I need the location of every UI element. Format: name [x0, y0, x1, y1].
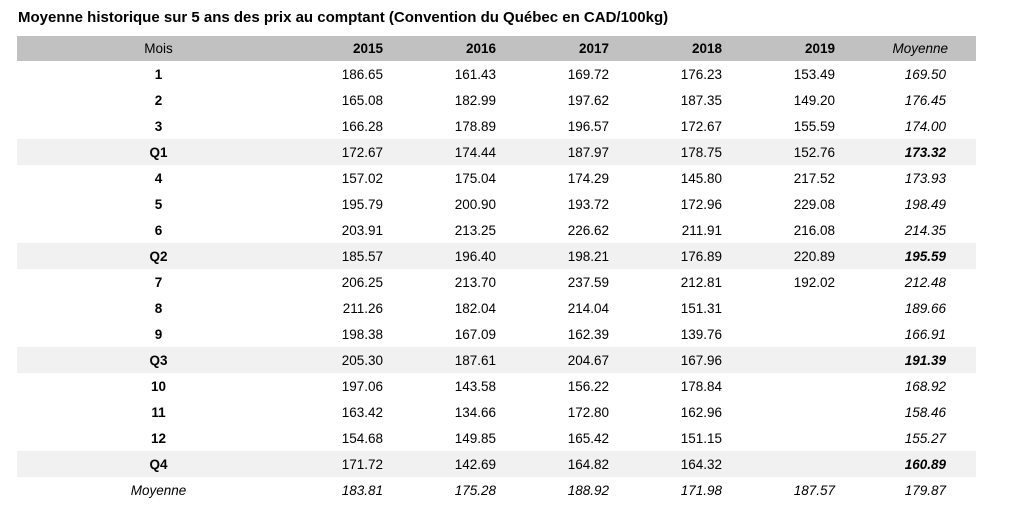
- cell-2017: 193.72: [567, 196, 609, 212]
- cell-2019: 152.76: [752, 139, 865, 165]
- cell-2019: 192.02: [793, 274, 835, 290]
- cell-2019: 229.08: [793, 196, 835, 212]
- cell-2016: 174.44: [413, 139, 526, 165]
- cell-moyenne: 173.32: [865, 139, 976, 165]
- cell-2015: 186.65: [341, 66, 383, 82]
- row-label: 5: [154, 196, 163, 212]
- column-header-moyenne: Moyenne: [865, 36, 976, 61]
- cell-2016: 196.40: [413, 243, 526, 269]
- cell-2017: 172.80: [567, 404, 609, 420]
- column-header-2018: 2018: [639, 36, 752, 61]
- cell-2019: [752, 295, 865, 321]
- cell-2016: 175.04: [454, 170, 496, 186]
- column-header-2017: 2017: [526, 36, 639, 61]
- row-label: Q2: [17, 243, 300, 269]
- cell-2018: 212.81: [680, 274, 722, 290]
- cell-2017: 197.62: [567, 92, 609, 108]
- cell-2018: 172.67: [680, 118, 722, 134]
- cell-2018: 176.89: [639, 243, 752, 269]
- cell-moyenne: 166.91: [904, 326, 946, 342]
- cell-2017: 164.82: [526, 451, 639, 477]
- cell-2015: 166.28: [341, 118, 383, 134]
- cell-2015: 206.25: [341, 274, 383, 290]
- cell-moyenne: 158.46: [904, 404, 946, 420]
- cell-moyenne: 169.50: [904, 66, 946, 82]
- row-label: 10: [150, 378, 167, 394]
- table-row-12: [17, 425, 976, 451]
- cell-2015: 171.72: [300, 451, 413, 477]
- cell-moyenne: 214.35: [904, 222, 946, 238]
- cell-2016: 167.09: [454, 326, 496, 342]
- cell-2016: 182.04: [454, 300, 496, 316]
- cell-2019: 220.89: [752, 243, 865, 269]
- cell-2017: 162.39: [567, 326, 609, 342]
- table-row-4: [17, 165, 976, 191]
- cell-2018: 171.98: [680, 482, 722, 498]
- row-label: 7: [154, 274, 163, 290]
- row-label: 1: [154, 66, 163, 82]
- cell-2018: 187.35: [680, 92, 722, 108]
- cell-2015: 165.08: [341, 92, 383, 108]
- cell-2019: [752, 425, 865, 451]
- cell-2019: [752, 321, 865, 347]
- cell-2015: 157.02: [341, 170, 383, 186]
- cell-moyenne: 168.92: [904, 378, 946, 394]
- price-table: [17, 36, 976, 503]
- cell-2017: 204.67: [526, 347, 639, 373]
- cell-2019: [752, 373, 865, 399]
- cell-2017: 165.42: [567, 430, 609, 446]
- cell-2017: 214.04: [567, 300, 609, 316]
- cell-2016: 182.99: [454, 92, 496, 108]
- cell-2018: 167.96: [639, 347, 752, 373]
- row-label: 8: [154, 300, 163, 316]
- cell-2017: 198.21: [526, 243, 639, 269]
- cell-2017: 188.92: [567, 482, 609, 498]
- table-row-11: [17, 399, 976, 425]
- cell-2019: 155.59: [793, 118, 835, 134]
- cell-2019: [752, 347, 865, 373]
- cell-2018: 151.31: [680, 300, 722, 316]
- cell-2016: 161.43: [454, 66, 496, 82]
- table-row-3: [17, 113, 976, 139]
- table-row-moyenne: [17, 477, 976, 503]
- cell-2019: 149.20: [793, 92, 835, 108]
- cell-2015: 154.68: [341, 430, 383, 446]
- cell-2015: 211.26: [342, 300, 383, 316]
- cell-2015: 203.91: [341, 222, 383, 238]
- row-label: 4: [154, 170, 163, 186]
- column-header-2019: 2019: [752, 36, 865, 61]
- table-row-2: [17, 87, 976, 113]
- row-label: Q3: [17, 347, 300, 373]
- table-row-q3: [17, 347, 976, 373]
- column-header-2016: 2016: [413, 36, 526, 61]
- column-header-2015: 2015: [300, 36, 413, 61]
- cell-2016: 213.25: [454, 222, 496, 238]
- cell-2016: 200.90: [454, 196, 496, 212]
- cell-2015: 183.81: [341, 482, 383, 498]
- cell-2015: 185.57: [300, 243, 413, 269]
- table-row-5: [17, 191, 976, 217]
- cell-2017: 169.72: [567, 66, 609, 82]
- cell-2016: 143.58: [454, 378, 496, 394]
- cell-2017: 196.57: [567, 118, 609, 134]
- cell-2018: 162.96: [680, 404, 722, 420]
- table-row-q4: [17, 451, 976, 477]
- cell-2016: 213.70: [454, 274, 496, 290]
- cell-2018: 178.75: [639, 139, 752, 165]
- cell-2016: 178.89: [454, 118, 496, 134]
- cell-2018: 211.91: [681, 222, 722, 238]
- cell-2018: 164.32: [639, 451, 752, 477]
- row-label: Q4: [17, 451, 300, 477]
- cell-2016: 142.69: [413, 451, 526, 477]
- cell-2015: 195.79: [341, 196, 383, 212]
- cell-moyenne: 160.89: [865, 451, 976, 477]
- cell-moyenne: 173.93: [904, 170, 946, 186]
- table-row-1: [17, 61, 976, 87]
- cell-moyenne: 155.27: [904, 430, 946, 446]
- cell-2019: 153.49: [793, 66, 835, 82]
- table-row-8: [17, 295, 976, 321]
- cell-2019: 216.08: [793, 222, 835, 238]
- cell-moyenne: 176.45: [904, 92, 946, 108]
- cell-moyenne: 212.48: [904, 274, 946, 290]
- cell-moyenne: 179.87: [904, 482, 946, 498]
- cell-2018: 151.15: [680, 430, 722, 446]
- row-label: 9: [154, 326, 163, 342]
- cell-2015: 205.30: [300, 347, 413, 373]
- row-label: 6: [154, 222, 163, 238]
- cell-2016: 187.61: [413, 347, 526, 373]
- row-label: 11: [151, 404, 166, 420]
- row-label: Moyenne: [130, 482, 187, 498]
- table-row-7: [17, 269, 976, 295]
- cell-2015: 198.38: [341, 326, 383, 342]
- cell-2016: 149.85: [454, 430, 496, 446]
- table-row-9: [17, 321, 976, 347]
- cell-2017: 226.62: [567, 222, 609, 238]
- table-body: [17, 61, 976, 503]
- cell-2017: 174.29: [567, 170, 609, 186]
- cell-2017: 187.97: [526, 139, 639, 165]
- cell-2017: 156.22: [567, 378, 609, 394]
- row-label: 3: [154, 118, 163, 134]
- cell-2015: 172.67: [300, 139, 413, 165]
- cell-2018: 172.96: [680, 196, 722, 212]
- column-header-mois: Mois: [17, 36, 300, 61]
- cell-2015: 163.42: [341, 404, 383, 420]
- cell-2019: [752, 451, 865, 477]
- cell-2018: 176.23: [680, 66, 722, 82]
- table-header-row: [17, 36, 976, 61]
- cell-2019: 187.57: [793, 482, 835, 498]
- table-row-6: [17, 217, 976, 243]
- cell-2015: 197.06: [341, 378, 383, 394]
- row-label: Q1: [17, 139, 300, 165]
- cell-2019: 217.52: [793, 170, 835, 186]
- cell-2016: 134.66: [454, 404, 496, 420]
- cell-2018: 178.84: [680, 378, 722, 394]
- row-label: 2: [154, 92, 163, 108]
- cell-moyenne: 195.59: [865, 243, 976, 269]
- page-title: Moyenne historique sur 5 ans des prix au comptant (Convention du Québec en CAD/100kg): [18, 9, 669, 26]
- cell-2016: 175.28: [454, 482, 496, 498]
- cell-2018: 145.80: [680, 170, 722, 186]
- table-row-10: [17, 373, 976, 399]
- cell-2019: [752, 399, 865, 425]
- cell-moyenne: 174.00: [904, 118, 946, 134]
- table-row-q2: [17, 243, 976, 269]
- cell-moyenne: 198.49: [904, 196, 946, 212]
- cell-moyenne: 191.39: [865, 347, 976, 373]
- cell-2018: 139.76: [680, 326, 722, 342]
- table-row-q1: [17, 139, 976, 165]
- cell-2017: 237.59: [567, 274, 609, 290]
- row-label: 12: [150, 430, 167, 446]
- cell-moyenne: 189.66: [904, 300, 946, 316]
